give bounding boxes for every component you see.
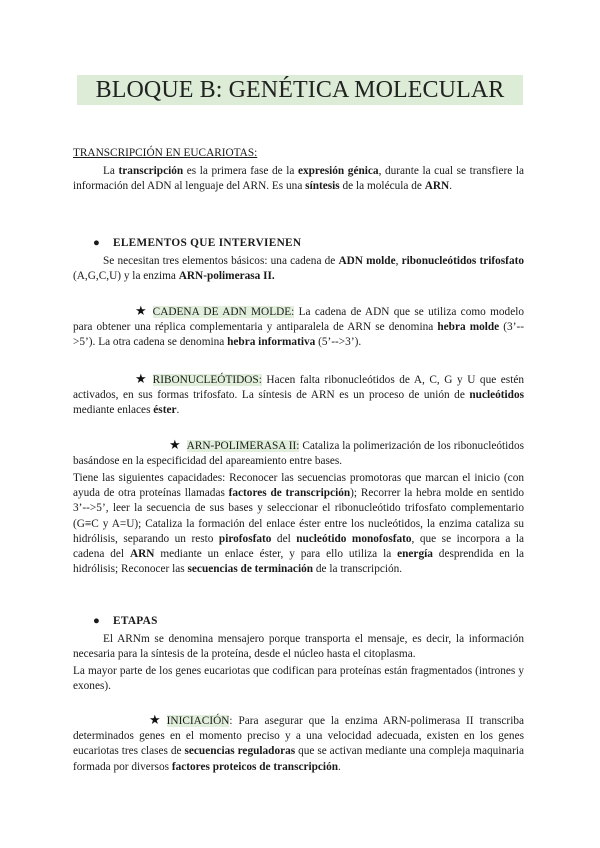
bold-term: ARN [129, 548, 155, 561]
text-run: La [103, 165, 119, 177]
text-run: Tiene las siguientes capacidades: Reconocer las secuencias promotoras que marcan el inicio (con ayuda de otra proteínas llamadas [73, 472, 524, 500]
etapas-heading: ETAPAS [113, 615, 158, 627]
bold-term: factores proteicos de transcripción [171, 760, 339, 773]
cadena-paragraph [73, 303, 524, 351]
star-icon: ★ [135, 371, 147, 386]
text-run: Se necesitan tres elementos básicos: una cadena de [103, 255, 339, 267]
bold-term: expresión génica [297, 165, 379, 177]
iniciacion-paragraph [73, 712, 524, 775]
text-run: , que se incorpora a la cadena del [73, 532, 525, 561]
bold-term: hebra molde [437, 321, 500, 334]
bold-term: éster [153, 404, 177, 417]
bold-term: secuencias reguladoras [184, 745, 296, 758]
etapas-paragraph-1 [73, 632, 524, 662]
text-run: . [176, 404, 180, 417]
bold-term: nucleótidos [469, 389, 524, 402]
star-icon: ★ [135, 303, 147, 318]
text-run: El ARNm se denomina mensajero porque transporta el mensaje, es decir, la información necesaria para la síntesis de la proteína, desde el núcleo hasta el citoplasma. [73, 633, 524, 661]
text-run: , durante la cual se transfiere la información del ADN al lenguaje del ARN. Es una [73, 165, 524, 193]
text-run: (3’-->5’). La otra cadena se denomina [73, 321, 524, 349]
section-heading: TRANSCRIPCIÓN EN EUCARIOTAS: [73, 147, 258, 159]
iniciacion-label: INICIACIÓN [166, 715, 230, 727]
star-icon: ★ [169, 437, 181, 452]
elementos-heading: ELEMENTOS QUE INTERVIENEN [113, 237, 302, 249]
bold-term: ADN molde [338, 255, 396, 267]
text-run: La mayor parte de los genes eucariotas que codifican para proteínas están fragmentados (intrones y exones). [73, 665, 524, 693]
text-run: La cadena de ADN que se utiliza como modelo para obtener una réplica complementaria y antiparalela de ARN se denomina [73, 306, 524, 334]
text-run: del [271, 532, 297, 545]
bold-term: ARN [424, 180, 450, 193]
arnpol-capacidades [73, 471, 524, 577]
etapas-paragraph-2 [73, 664, 524, 694]
bold-term: transcripción [118, 165, 184, 177]
text-run: : Para asegurar que la enzima ARN-polimerasa II transcriba determinados genes en el momento preciso y a una velocidad adecuada, existen en los genes eucariotas tres clases de [73, 715, 524, 758]
bold-term: energía [397, 548, 433, 561]
text-run: de la transcripción. [313, 563, 403, 576]
text-run: ); Recorrer la hebra molde en sentido 3’-->5’, leer la secuencia de sus bases y seleccionar el ribonucleótido trifosfato complementario (G≡C y A=U); Cataliza la formación del enlace éster entre los nucleótidos, la enzima cataliza su hidrólisis, separando un resto [73, 487, 524, 545]
bold-term: síntesis [305, 180, 340, 193]
text-run: , [395, 255, 402, 267]
text-run: Hacen falta ribonucleótidos de A, C, G y U que estén activados, en sus formas trifosfato. La síntesis de ARN es un proceso de unión de [73, 374, 524, 402]
text-run: (A,G,C,U) y la enzima [73, 270, 179, 283]
etapas-heading-row [93, 614, 158, 629]
text-run: mediante enlaces [73, 404, 154, 417]
text-run: desprendida en la hidrólisis; Reconocer las [73, 548, 524, 576]
bold-term: pirofosfato [218, 532, 272, 545]
cadena-label: CADENA DE ADN MOLDE: [152, 306, 295, 318]
ribo-label: RIBONUCLEÓTIDOS: [152, 374, 262, 386]
text-run: es la primera fase de la [183, 165, 298, 177]
bold-term: secuencias de terminación [187, 563, 314, 576]
document-title: BLOQUE B: GENÉTICA MOLECULAR [77, 75, 523, 105]
elementos-heading-row [93, 236, 301, 251]
bold-term: factores de transcripción [228, 487, 351, 500]
text-run: . [449, 180, 453, 193]
bullet-icon: ● [93, 615, 100, 627]
intro-paragraph [73, 164, 524, 194]
text-run: que se activan mediante una compleja maquinaria formada por diversos [73, 745, 524, 773]
text-run: . [338, 760, 341, 773]
bold-term: nucleótido monofosfato [296, 532, 412, 545]
text-run: Cataliza la polimerización de los ribonucleótidos basándose en la especificidad del apareamiento entre bases. [73, 440, 524, 468]
elementos-paragraph [73, 254, 524, 284]
text-run: de la molécula de [339, 180, 425, 193]
ribo-paragraph [73, 371, 524, 419]
arnpol-paragraph [73, 437, 524, 469]
text-run: (5’-->3’). [315, 336, 362, 349]
bold-term: hebra informativa [227, 336, 316, 349]
star-icon: ★ [149, 712, 161, 727]
bold-term: ribonucleótidos trifosfato [401, 255, 525, 267]
bullet-icon: ● [93, 237, 100, 249]
bold-term: ARN-polimerasa II. [178, 270, 275, 283]
arnpol-label: ARN-POLIMERASA II: [186, 440, 300, 452]
text-run: mediante un enlace éster, y para ello utiliza la [154, 548, 398, 561]
